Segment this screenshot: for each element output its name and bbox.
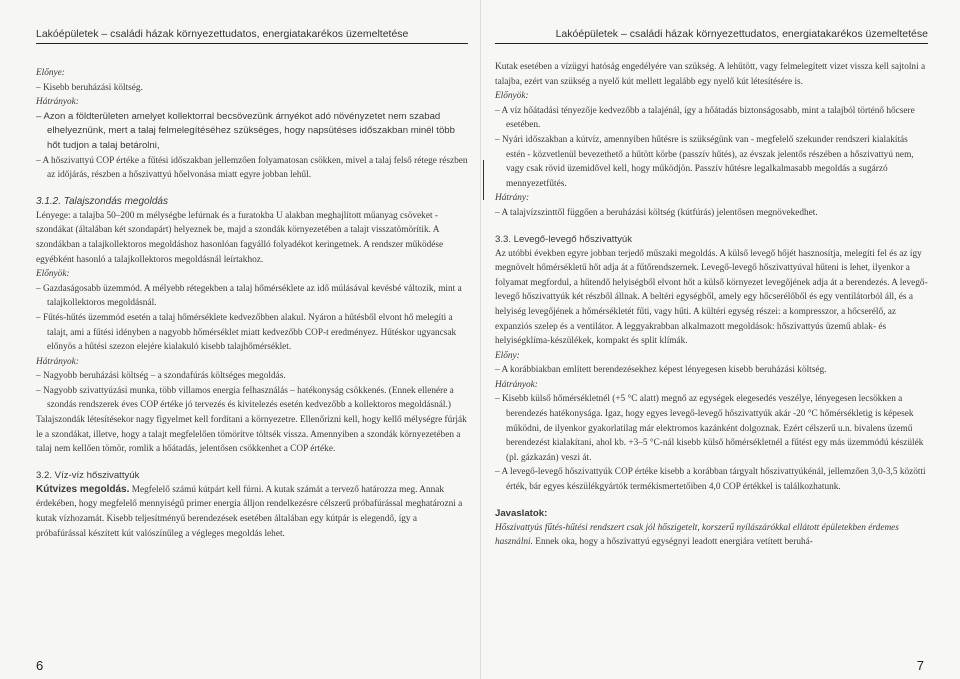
section-title-3-2: 3.2. Víz-víz hőszivattyúk (36, 469, 140, 481)
disadvantage-item: – A talajvízszinttől függően a beruházási költség (kútfúrás) jelentősen megnövekedhet. (495, 207, 818, 218)
disadvantage-label: Hátrány: (495, 193, 530, 204)
suggestions-title: Javaslatok: (495, 507, 548, 519)
advantages-label: Előnyök: (36, 269, 70, 280)
disadvantages-label: Hátrányok: (495, 379, 538, 390)
section-2-lead: Kútvizes megoldás. (36, 483, 130, 495)
section-title-3-3: 3.3. Levegő-levegő hőszivattyúk (495, 233, 633, 245)
advantage-item: – A korábbiakban említett berendezésekhez képest lényegesen kisebb beruházási költség. (495, 365, 827, 376)
right-page (480, 0, 960, 679)
section-body: Az utóbbi években egyre jobban terjedő műszaki megoldás. A külső levegő hőjét hasznosítja, melegíti fel és az így megnövelt hőmérsékletű hőt adja át a fűtőrendszernek. Levegő-levegő hőszivattyúval hűteni is lehet, ilyenkor a folyamat megfordul, a hűtendő helyiségből elvont hőt a külső környezet levegőjének adja át a berendezés. A levegő-levegő hőszivattyúk két részből állnak. A beltéri egységből, amely egy hőcserélőből és egy ventilátorból áll, és a helyiség levegőjének a hőmérsékletét fűti, vagy hűti. A kültéri egység részei: a kompresszor, a hőcserélő, az expanziós szelep és a ventilátor. A leggyakrabban alkalmazott megoldások: hőszivattyús üzemű ablak- és helyiségklíma-készülékek, kompakt és split klímák. (495, 248, 928, 347)
section-2-paragraph (36, 483, 468, 541)
suggestion-rest: Ennek oka, hogy a hőszivattyú egységnyi leadott energiára vetített beruhá- (535, 537, 813, 548)
section-body: Lényege: a talajba 50–200 m mélységbe lefúrnak és a furatokba U alakban meghajlított műanyag csöveket - szondákat (általában két szondapárt) helyeznek be, majd a szondák környezetében a talajt visszatömörítik. A szondákban a talajkollektoros megoldáshoz hasonlóan fagyálló folyadékot keringetnek. A rendszer működése egyébként hasonló a talajkollektoros megoldásnál leírtakhoz. (36, 210, 444, 265)
disadvantage-item: – Nagyobb beruházási költség – a szondafúrás költséges megoldás. (36, 371, 286, 382)
page-edge-mark (483, 160, 484, 200)
advantages-label: Előnyök: (495, 91, 529, 102)
suggestion-paragraph (495, 521, 928, 550)
page-number-right: 7 (916, 658, 924, 673)
intro-label: Előnye: (36, 68, 65, 78)
section-title-3-1-2: 3.1.2. Talajszondás megoldás (36, 195, 168, 207)
disadvantage-item: – A levegő-levegő hőszivattyúk COP értéke kisebb a korábban tárgyalt hőszivattyúkénál, jellemzően 3,0-3,5 közötti érték, bár egyes készülékgyártók termékismertetőiben 4,0 COP értékkel is találkozhatunk. (495, 467, 926, 493)
disadvantage-item: – Kisebb külső hőmérsékletnél (+5 °C alatt) megnő az egységek elegesedés veszélye, lényegesen lecsökken a berendezés hatékonysága. Igaz, hogy egyes levegő-levegő hőszivattyúk akár -20 °C hőmérsékletig is képesek működni, de ilyenkor gyakorlatilag már elektromos kazánként dolgoznak. Ezért célszerű u.n. bivalens üzemű berendezést kialakítani, ahol kb. +3–5 °C-nál kisebb külső hőmérsékletnél a fűtést egy más üzemmódú készülék (pl. gázkazán) veszi át. (495, 394, 924, 463)
closing-paragraph: Talajszondák létesítésekor nagy figyelmet kell fordítani a környezetre. Ellenőrizni kell, hogy kellő mélységre fúrják le a szondákat, illetve, hogy a talajt megfelelően tömörítve töltsék vissza. Amennyiben a szondák környezetében a talaj nem kellően tömör, romlik a hőátadás, jelentősen csökkenhet a COP értéke. (36, 415, 467, 455)
disadvantage-item: – A hőszivattyú COP értéke a fűtési időszakban jellemzően folyamatosan csökken, mivel a talaj felső rétege részben az időjárás, részben a hőszivattyú hőelvonása miatt egyre jobban lehűl. (36, 155, 468, 181)
disadvantages-label-2: Hátrányok: (36, 356, 79, 367)
advantage-item: – Fűtés-hűtés üzemmód esetén a talaj hőmérséklete kedvezőbben alakul. Nyáron a hűtésből elvont hő melegíti a talajt, ami a fűtési idényben a nagyobb hőmérséklet miatt kedvezőbb COP-t eredményez. Hűtéskor ugyancsak előnyös a hűtési szezon elejére kialakuló kisebb talajhőmérséklet. (36, 312, 457, 353)
intro-item: – Kisebb beruházási költség. (36, 82, 143, 93)
disadvantages-label: Hátrányok: (36, 97, 79, 108)
paragraph: Kutak esetében a vízügyi hatóság engedélyére van szükség. A lehűtött, vagy felmelegített vizet vissza kell sajtolni a talajba, ezért van szükség a nyelő kút mellett legalább egy nyelő kút létesítésére is. (495, 62, 926, 87)
disadvantage-item: – Nagyobb szivattyúzási munka, több villamos energia felhasználás – hatékonyság csökkenés. (Ennek ellenére a szondás rendszerek éves COP értéke jó tervezés és kivitelezés esetén kedvezőbb a kollektoros megoldásnál.) (36, 385, 454, 411)
advantage-item: – A víz hőátadási tényezője kedvezőbb a talajénál, így a hőátadás biztonságosabb, mint a talajból történő hőcsere esetében. (495, 105, 915, 131)
advantage-item: – Nyári időszakban a kútvíz, amennyiben hűtésre is szükségünk van - megfelelő szekunder rendszeri kialakítás estén - közvetlenül bevezethető a hűtött körbe (passzív hűtés), az évszak jelentős részében a hőszivattyú nem, vagy csak rövid üzemidővel kell, hogy működjön. Passzív hűtésre legalkalmasabb megoldás a sugárzó mennyezetfűtés. (495, 134, 914, 189)
suggestion-italic: Hőszivattyús fűtés-hűtési rendszert csak jól hőszigetelt, korszerű nyílászárókkal ellátott épületekben érdemes használni. (495, 522, 899, 548)
section-2-body: Megfelelő számú kútpárt kell fúrni. A kutak számát a tervező határozza meg. Annak érdekében, hogy megfelelő mennyiségű primer energia álljon rendelkezésre célszerű próbafúrással meghatározni a kutak vízhozamát. Kisebb teljesítményű berendezések esetében általában egy kútpár is elegendő, így a próbafúrással készített kút valószínűleg a végleges megoldás lehet. (36, 484, 463, 539)
running-head-left: Lakóépületek – családi házak környezettudatos, energiatakarékos üzemeltetése (36, 28, 468, 44)
running-head-right: Lakóépületek – családi házak környezettudatos, energiatakarékos üzemeltetése (495, 28, 928, 44)
disadvantage-item: – Azon a földterületen amelyet kollektorral becsövezünk árnyékot adó növényzetet nem szabad elhelyeznünk, mert a talaj felmelegítéséhez szükséges, hogy napsütéses időszakban minél több hőt tudjon a talaj betárolni, (36, 110, 455, 151)
advantage-label: Előny: (495, 350, 520, 361)
page-number-left: 6 (36, 658, 44, 673)
advantage-item: – Gazdaságosabb üzemmód. A mélyebb rétegekben a talaj hőmérséklete az idő múlásával kevésbé változik, mint a talajkollektoros megoldásnál. (36, 283, 462, 309)
